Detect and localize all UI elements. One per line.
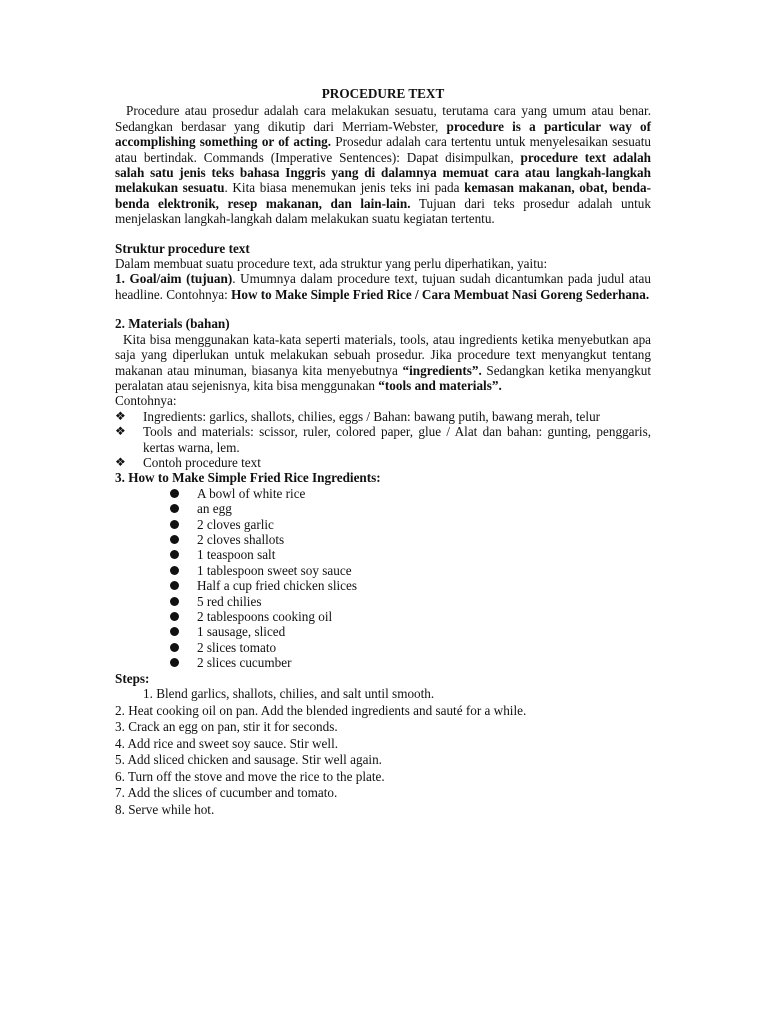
ingredient-text: 2 slices cucumber	[197, 655, 292, 671]
steps-list	[115, 686, 651, 817]
spacer	[115, 227, 651, 241]
steps-heading: Steps:	[115, 670, 150, 686]
bullet-dot-icon	[170, 535, 179, 544]
intro-text-3: . Kita biasa menemukan jenis teks ini pada	[224, 180, 465, 196]
ingredient-text: 1 sausage, sliced	[197, 624, 286, 640]
bullet-dot-icon	[170, 597, 179, 606]
intro-indent	[115, 103, 126, 118]
ingredient-item	[170, 501, 651, 516]
struktur-lead: Dalam membuat suatu procedure text, ada struktur yang perlu diperhatikan, yaitu:	[115, 256, 548, 272]
intro-text-4: Tujuan dari teks prosedur adalah untuk menjelaskan langkah-langkah dalam melakukan suatu kegiatan tertentu.	[115, 195, 651, 227]
bullet-dot-icon	[170, 520, 179, 529]
step-item: 1. Blend garlics, shallots, chilies, and salt until smooth.	[143, 686, 435, 702]
materials-bold-2: “tools and materials”.	[378, 377, 502, 393]
goal-text: . Umumnya dalam procedure text, tujuan sudah dicantumkan pada judul atau headline. Contohnya:	[115, 271, 651, 302]
ingredient-text: 2 tablespoons cooking oil	[197, 609, 333, 624]
list-item	[115, 455, 651, 470]
ingredient-item	[170, 563, 651, 578]
ingredient-text: 1 tablespoon sweet soy sauce	[197, 562, 352, 578]
document-title: PROCEDURE TEXT	[321, 86, 445, 101]
ingredient-text: 1 teaspoon salt	[197, 547, 276, 563]
goal-example: How to Make Simple Fried Rice / Cara Membuat Nasi Goreng Sederhana.	[231, 286, 650, 302]
ingredient-item	[170, 517, 651, 532]
step-item: 7. Add the slices of cucumber and tomato.	[115, 785, 338, 801]
step-item: 4. Add rice and sweet soy sauce. Stir well.	[115, 735, 339, 751]
intro-text-2: Prosedur adalah cara tertentu untuk menyelesaikan sesuatu atau bertindak. Commands (Imperative Sentences): Dapat disimpulkan,	[115, 134, 651, 165]
list-item	[115, 409, 651, 424]
bullet-dot-icon	[170, 627, 179, 636]
materials-text-1: Kita bisa menggunakan kata-kata seperti materials, tools, atau ingredients ketika menyebutkan apa saja yang diperlukan untuk melakukan sebuah prosedur. Jika procedure text menyangkut tentang makanan atau minuman, biasanya kita menyebutnya	[115, 331, 652, 378]
step-item: 6. Turn off the stove and move the rice to the plate.	[115, 768, 385, 784]
intro-bold-1: procedure is a particular way of accomplishing something or of acting.	[115, 118, 651, 150]
intro-bold-2: procedure text adalah salah satu jenis teks bahasa Inggris yang di dalamnya memuat cara atau langkah-langkah melakukan sesuatu	[115, 149, 652, 196]
step-item: 5. Add sliced chicken and sausage. Stir well again.	[115, 752, 382, 768]
materials-heading: 2. Materials (bahan)	[115, 316, 230, 332]
ingredient-item	[170, 609, 651, 624]
bullet-dot-icon	[170, 612, 179, 621]
bullet-dot-icon	[170, 489, 179, 498]
step-item: 2. Heat cooking oil on pan. Add the blended ingredients and sauté for a while.	[115, 702, 527, 718]
diamond-bullet-icon: ❖	[115, 408, 126, 423]
document-page	[115, 86, 651, 818]
step-item: 3. Crack an egg on pan, stir it for seconds.	[115, 719, 338, 735]
ingredient-text: A bowl of white rice	[197, 485, 306, 501]
bullet-dot-icon	[170, 504, 179, 513]
bullet-dot-icon	[170, 658, 179, 667]
ingredient-text: 2 cloves shallots	[197, 531, 285, 547]
materials-paragraph	[115, 332, 651, 394]
contoh-label: Contohnya:	[115, 393, 177, 409]
materials-bold-1: “ingredients”.	[402, 362, 482, 378]
intro-bold-3: kemasan makanan, obat, benda-benda elektronik, resep makanan, dan lain-lain.	[115, 180, 651, 211]
bullet-dot-icon	[170, 566, 179, 575]
goal-paragraph	[115, 271, 651, 302]
diamond-bullet-icon: ❖	[115, 454, 126, 469]
ingredient-text: 2 slices tomato	[197, 639, 277, 655]
ingredient-item	[170, 547, 651, 562]
recipe-heading: 3. How to Make Simple Fried Rice Ingredients:	[115, 470, 381, 486]
materials-bullet-list	[115, 409, 651, 471]
bullet-dot-icon	[170, 643, 179, 652]
ingredient-item	[170, 624, 651, 639]
materials-text-2: Sedangkan ketika menyangkut peralatan atau sejenisnya, kita bisa menggunakan	[115, 362, 651, 393]
ingredient-item	[170, 532, 651, 547]
diamond-bullet-icon: ❖	[115, 424, 126, 439]
list-item-text: Tools and materials: scissor, ruler, colored paper, glue / Alat dan bahan: gunting, penggaris, kertas warna, lem.	[143, 424, 651, 455]
ingredient-item	[170, 486, 651, 501]
intro-text-1: Procedure atau prosedur adalah cara melakukan sesuatu, terutama cara yang umum atau benar. Sedangkan berdasar yang dikutip dari Merriam-Webster,	[115, 103, 651, 134]
bullet-dot-icon	[170, 581, 179, 590]
ingredient-item	[170, 640, 651, 655]
step-item: 8. Serve while hot.	[115, 801, 215, 817]
bullet-dot-icon	[170, 550, 179, 559]
list-item-text: Ingredients: garlics, shallots, chilies, eggs / Bahan: bawang putih, bawang merah, telur	[143, 408, 601, 424]
ingredient-text: Half a cup fried chicken slices	[197, 578, 358, 594]
materials-indent	[115, 332, 123, 347]
intro-paragraph	[115, 103, 651, 226]
struktur-heading: Struktur procedure text	[115, 240, 250, 256]
ingredient-text: an egg	[197, 501, 232, 517]
goal-label: 1. Goal/aim (tujuan)	[115, 271, 233, 287]
ingredient-item	[170, 655, 651, 670]
ingredient-item	[170, 578, 651, 593]
ingredients-list	[115, 486, 651, 671]
list-item	[115, 424, 651, 455]
ingredient-text: 5 red chilies	[197, 593, 262, 609]
ingredient-text: 2 cloves garlic	[197, 516, 274, 532]
ingredient-item	[170, 594, 651, 609]
spacer	[115, 302, 651, 316]
list-item-text: Contoh procedure text	[143, 454, 261, 470]
